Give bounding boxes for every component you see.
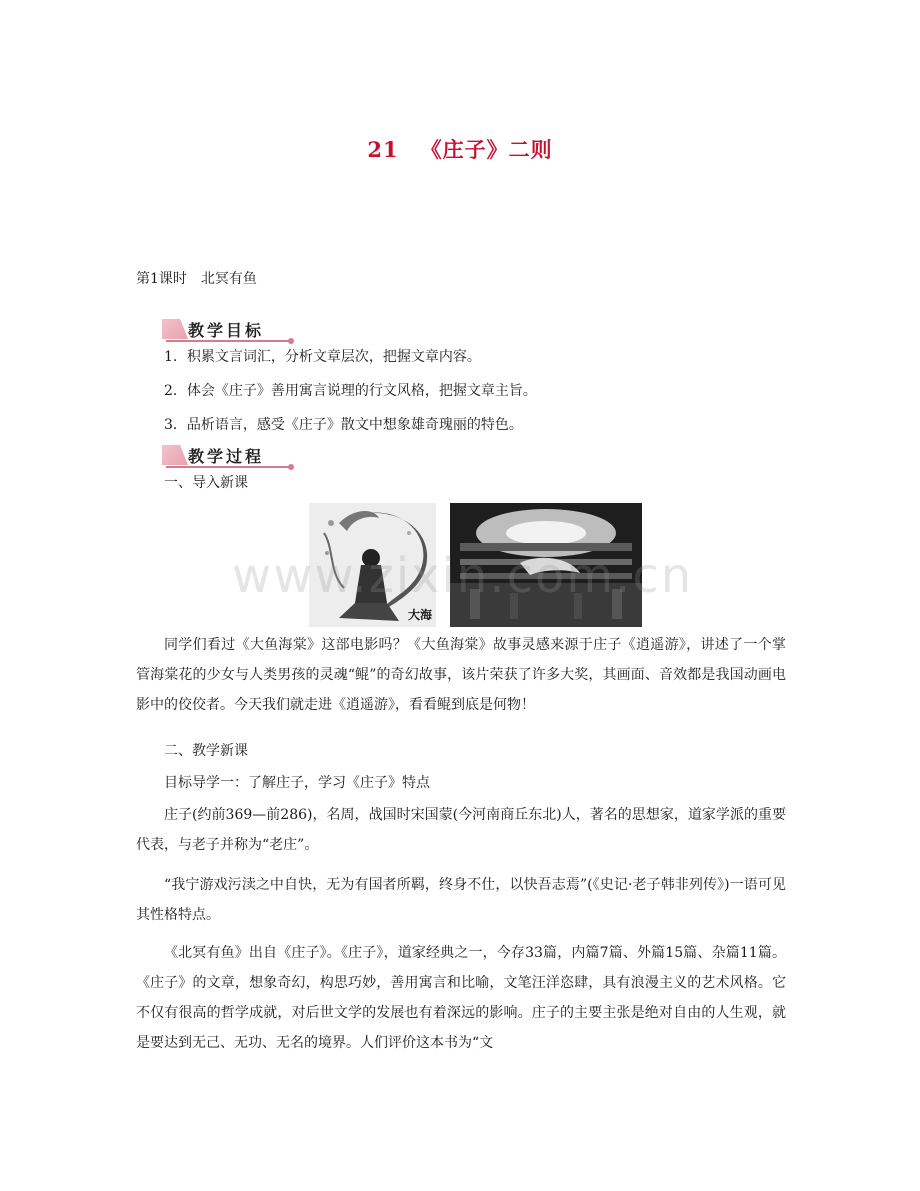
poster-caption: 大海 bbox=[407, 608, 432, 622]
chapter-number: 21 bbox=[367, 137, 399, 162]
page-title bbox=[0, 134, 920, 164]
chapter-title: 《庄子》二则 bbox=[420, 137, 553, 162]
lesson-label: 第1课时 bbox=[136, 271, 187, 287]
goal1-heading: 目标导学一：了解庄子，学习《庄子》特点 bbox=[164, 775, 430, 791]
objective-item: 3．品析语言，感受《庄子》散文中想象雄奇瑰丽的特色。 bbox=[164, 417, 523, 433]
intro-heading: 一、导入新课 bbox=[164, 475, 248, 491]
movie-scene-image bbox=[450, 503, 642, 627]
quote-paragraph: “我宁游戏污渎之中自快，无为有国者所羁，终身不仕，以快吾志焉”(《史记·老子韩非列传》)一语可见其性格特点。 bbox=[136, 877, 786, 923]
lesson-name: 北冥有鱼 bbox=[200, 271, 257, 287]
banner-underline bbox=[166, 340, 294, 342]
zhuangzi-paragraph: 庄子(约前369—前286)，名周，战国时宋国蒙(今河南商丘东北)人，著名的思想家，道家学派的重要代表，与老子并称为“老庄”。 bbox=[136, 807, 786, 853]
banner-tab-icon bbox=[162, 319, 188, 339]
teaching-heading: 二、教学新课 bbox=[164, 743, 248, 759]
banner-dot-icon bbox=[288, 464, 294, 470]
tulou-scene-illustration bbox=[450, 503, 642, 627]
section-label-goals: 教学目标 bbox=[188, 321, 265, 340]
objective-item: 2．体会《庄子》善用寓言说理的行文风格，把握文章主旨。 bbox=[164, 383, 537, 399]
watermark: www.zixin.com.cn bbox=[232, 548, 694, 604]
movie-poster-image bbox=[309, 503, 436, 627]
book-paragraph: 《北冥有鱼》出自《庄子》。《庄子》，道家经典之一，今存33篇，内篇7篇、外篇15篇、杂篇11篇。《庄子》的文章，想象奇幻，构思巧妙，善用寓言和比喻，文笔汪洋恣肆，具有浪漫主义的艺术风格。它不仅有很高的哲学成就，对后世文学的发展也有着深远的影响。庄子的主要主张是绝对自由的人生观，就是要达到无己、无功、无名的境界。人们评价这本书为“文 bbox=[136, 945, 786, 1051]
section-banner-goals bbox=[162, 318, 294, 342]
section-label-process: 教学过程 bbox=[188, 447, 265, 466]
intro-paragraph: 同学们看过《大鱼海棠》这部电影吗？《大鱼海棠》故事灵感来源于庄子《逍遥游》，讲述了一个掌管海棠花的少女与人类男孩的灵魂“鲲”的奇幻故事，该片荣获了许多大奖，其画面、音效都是我国动画电影中的佼佼者。今天我们就走进《逍遥游》，看看鲲到底是何物！ bbox=[136, 637, 786, 713]
section-banner-process bbox=[162, 444, 294, 468]
objective-item: 1．积累文言词汇，分析文章层次，把握文章内容。 bbox=[164, 349, 481, 365]
banner-underline bbox=[166, 466, 294, 468]
banner-dot-icon bbox=[288, 338, 294, 344]
banner-tab-icon bbox=[162, 445, 188, 465]
lesson-heading bbox=[136, 268, 257, 288]
